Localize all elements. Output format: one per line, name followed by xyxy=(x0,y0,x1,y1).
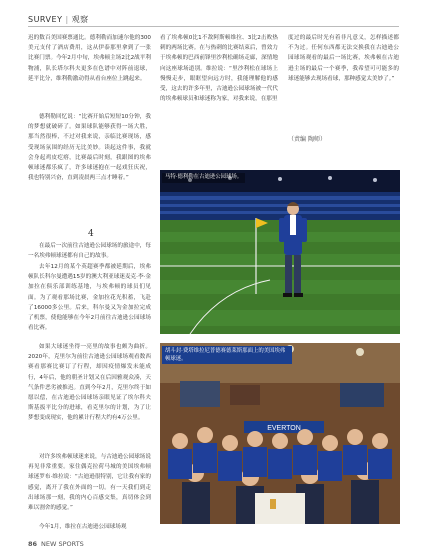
col3-paragraph-1: 度过的最后时光有着非凡意义，怎样描述都不为过。任何东西都无法交换我在古迪逊公园球场观看的最后一场比赛，埃弗顿在古迪逊主场的最后一个赛季，我希望可可能多的球迷能够去现场看球，那种感觉太美妙了。” xyxy=(288,35,399,82)
fans-photo-caption: 胡斗封·费塔维拉尼普德赛德莱斯那面上的美国埃弗顿球迷。 xyxy=(162,346,292,364)
editor-credit-name: 陶师） xyxy=(307,136,326,143)
section-number: 4 xyxy=(88,229,94,239)
col1-paragraph-3: 在最后一次前往古迪逊公园球场的旅途中，每一名埃弗顿球迷都有自己的故事。 xyxy=(28,243,151,260)
section-label-zh: 观察 xyxy=(71,15,89,24)
col1-paragraph-1: 迟的数百美国赛票通比。德利勒而加速尔他的300美元支付了酒店费用，这从伊泰那里拿到了一张比赛门票。今年2月中旬，埃弗顿主场2比2战平利物浦，队长塔尔科夫更多在色谱中对阵前退球，延平比分，维利勒激动得从看台座位上跳起来。 xyxy=(28,35,151,82)
fans-photo xyxy=(160,343,400,524)
col1-paragraph-4: 去年12月的某个英超赛季都被延期后，埃弗顿队长科尔曼遭遇15岁的澳大利亚球迷麦克·李·金加拉在俱乐部训练基地，与埃弗顿的球员们见面。为了观看那场比赛，金加拉花光积蓄，飞赴了16000多公里。后来，科尔曼又为金加拉完成了机票，使他能够在今年2月前往古迪逊公园球场看比赛。 xyxy=(28,264,151,332)
header-separator: | xyxy=(65,15,69,24)
col1-paragraph-2: 德利勒回忆说：“比赛开始后短短10分钟，我的梦想就破碎了。如果球队能够获得一场大胜，那当然很棒，不过对我来说，亲临比赛现场，感受现场氛围的经历无比美妙。读起这件事，我就会身起鸡皮疙瘩，比赛最后时刻，我跟图的埃弗顿球迷都乐疯了，许多球迷抱在一起戏狂庆祝，我也特别兴奋，直到凌晨两三点才睡着。” xyxy=(28,114,151,182)
col1-paragraph-5: 如果大球迷坐得一亮里的故事也颇为曲折。2020年，克里尔为前往古迪逊公园球场观看数西赛看那赛比赛订了行程，却因疫情爆发未能成行，4年后，他的朝圣计划又在后因雅观众凑，天气条件恶劣被推迟。直到今年2月，克里尔终于如愿以偿，在古迪逊公园球场亲眼见证了埃尔科夫斯基扳平比分的进球，看克里尔的计划，为了让梦想变成现实，他的累计行程大约有4万公里。 xyxy=(28,344,151,422)
editor-credit xyxy=(288,134,326,143)
stadium-illustration xyxy=(160,170,400,334)
page-footer xyxy=(28,540,84,548)
section-label-en: SURVEY xyxy=(28,15,63,24)
section-header xyxy=(28,14,89,25)
col2-paragraph-1: 看了埃弗顿0比1不敌阿斯顿维拉、3比2击败热刺的两场比赛。在与热刺的比赛结束后，曾效力于埃弗顿的巴西前锋里沙利松确场走廊，深情地向这座球场道别。维拉说：“里沙利松在球场上慢慢走步，眼眶望向远方时，我能理解他的感受，这去的许多年里，古迪逊公园球场被一代代的埃弗顿球员和球迷称为家，对我来说，在那里 xyxy=(160,35,278,103)
col1-paragraph-7: 今年1月，维拉在古迪逊公园球场观 xyxy=(39,524,127,530)
magazine-name: NEW SPORTS xyxy=(41,540,84,548)
scarf-banner-text: EVERTON xyxy=(267,425,301,432)
header-divider xyxy=(28,26,399,27)
fans-illustration xyxy=(160,343,400,524)
stadium-photo xyxy=(160,170,400,334)
stadium-photo-caption: 马特·德利勒在古迪逊公园球场。 xyxy=(162,173,245,183)
editor-credit-prefix: （责编 xyxy=(288,136,307,143)
col1-paragraph-6: 对许多埃弗顿球迷来说，与古迪逊公园球场说再见非常重要。家住偶克拉荷马城的美国埃弗顿球迷罗布·维拉说：“古迪逊很特别，它让我有家的感觉，离开了我在外面的一切。有一天我们到走出球场那一刻，我的内心百感交集，真切体会到难以割舍的感觉。” xyxy=(28,454,151,512)
page-number: 86 xyxy=(28,540,38,548)
